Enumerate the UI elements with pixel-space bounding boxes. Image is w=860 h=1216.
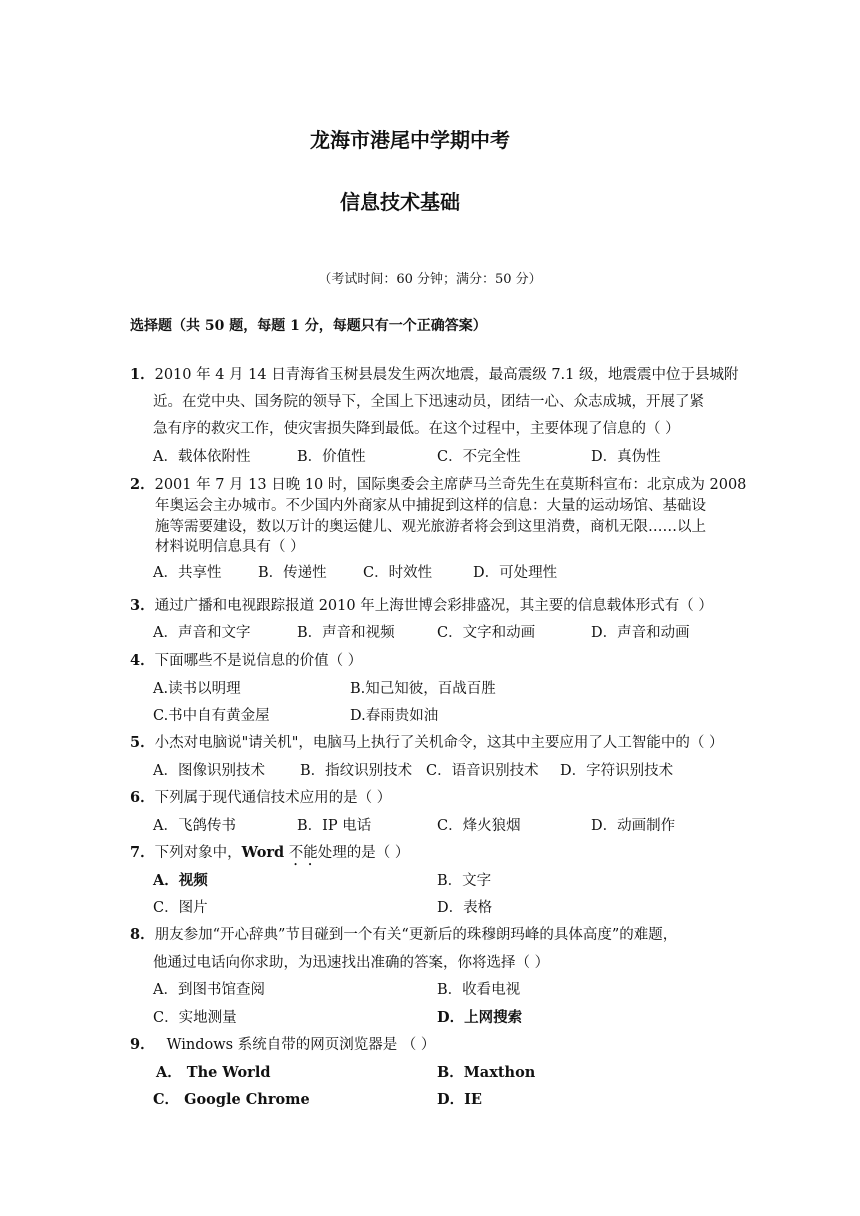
document-subtitle: 信息技术基础 <box>340 190 460 214</box>
question-number: 5． <box>130 734 155 751</box>
option-c: C．语音识别技术 <box>426 763 539 779</box>
option-d: D．动画制作 <box>591 818 676 834</box>
question-text: 2001 年 7 月 13 日晚 10 时，国际奥委会主席萨马兰奇先生在莫斯科宣布：北京成为 2008 <box>154 477 747 493</box>
option-a: A．声音和文字 <box>153 625 251 641</box>
option-c: C．不完全性 <box>437 449 521 465</box>
option-b: B.知己知彼，百战百胜 <box>350 681 496 697</box>
section-heading: 选择题（共 50 题，每题 1 分，每题只有一个正确答案） <box>130 318 487 334</box>
option-d: D．真伪性 <box>591 449 661 465</box>
question-text: 施等需要建设，数以万计的奥运健儿、观光旅游者将会到这里消费，商机无限……以上 <box>155 519 706 535</box>
option-d: D．表格 <box>437 900 493 916</box>
question-text: 下列对象中， <box>154 845 242 861</box>
option-c: C．图片 <box>153 900 208 916</box>
question-text: 处理的是（ ） <box>317 845 410 861</box>
option-d: D．字符识别技术 <box>560 763 674 779</box>
option-a: A． The World <box>156 1064 271 1081</box>
option-a: A．载体依附性 <box>153 449 251 465</box>
question-text: 通过广播和电视跟踪报道 2010 年上海世博会彩排盛况，其主要的信息载体形式有（ ） <box>154 598 713 614</box>
option-b: B．IP 电话 <box>297 818 372 834</box>
question-text: 他通过电话向你求助，为迅速找出准确的答案，你将选择（ ） <box>153 955 550 971</box>
option-b: B．声音和视频 <box>297 625 395 641</box>
question-text: 朋友参加“开心辞典”节目碰到一个有关“更新后的珠穆朗玛峰的具体高度”的难题， <box>154 927 678 943</box>
option-c: C． Google Chrome <box>153 1091 310 1108</box>
question-number: 3． <box>130 597 155 614</box>
question-number: 1． <box>130 366 155 383</box>
question-number: 7． <box>130 844 155 861</box>
question-text: 近。在党中央、国务院的领导下，全国上下迅速动员，团结一心、众志成城，开展了紧 <box>153 394 704 410</box>
option-a: A．图像识别技术 <box>153 763 265 779</box>
option-d: D．上网搜索 <box>437 1009 523 1026</box>
option-c: C．烽火狼烟 <box>437 818 521 834</box>
option-c: C.书中自有黄金屋 <box>153 708 270 724</box>
document-title: 龙海市港尾中学期中考 <box>310 128 510 152</box>
word-app-name: Word <box>241 844 285 861</box>
option-a: A.读书以明理 <box>153 681 241 697</box>
question-text: 小杰对电脑说"请关机"，电脑马上执行了关机命令，这其中主要应用了人工智能中的（ ） <box>154 735 724 751</box>
option-d: D．IE <box>437 1091 482 1108</box>
option-a: A．视频 <box>153 872 208 889</box>
question-text: Windows 系统自带的网页浏览器是 （ ） <box>166 1037 436 1053</box>
question-text: 年奥运会主办城市。不少国内外商家从中捕捉到这样的信息：大量的运动场馆、基础设 <box>155 498 706 514</box>
question-text: 2010 年 4 月 14 日青海省玉树县晨发生两次地震，最高震级 7.1 级，地震震中位于县城附 <box>154 367 739 383</box>
option-d: D．可处理性 <box>473 565 558 581</box>
question-number: 9． <box>130 1036 155 1053</box>
option-d: D．声音和动画 <box>591 625 690 641</box>
option-a: A．到图书馆查阅 <box>153 982 265 998</box>
question-text: 下列属于现代通信技术应用的是（ ） <box>154 790 392 806</box>
option-a: A．飞鸽传书 <box>153 818 236 834</box>
question-text: 下面哪些不是说信息的价值（ ） <box>154 653 363 669</box>
option-b: B．价值性 <box>297 449 366 465</box>
emphasized-text: 不能 <box>288 845 318 861</box>
exam-info: （考试时间：60 分钟；满分：50 分） <box>318 272 542 287</box>
option-b: B．文字 <box>437 873 492 889</box>
option-d: D.春雨贵如油 <box>350 708 439 724</box>
option-c: C．实地测量 <box>153 1010 237 1026</box>
option-b: B．传递性 <box>258 565 327 581</box>
option-a: A．共享性 <box>153 565 222 581</box>
option-b: B．Maxthon <box>437 1064 536 1081</box>
option-c: C．时效性 <box>363 565 433 581</box>
question-text: 急有序的救灾工作，使灾害损失降到最低。在这个过程中，主要体现了信息的（ ） <box>153 421 680 437</box>
question-number: 4． <box>130 652 155 669</box>
question-number: 6． <box>130 789 155 806</box>
option-c: C．文字和动画 <box>437 625 536 641</box>
question-number: 2． <box>130 476 155 493</box>
question-number: 8． <box>130 926 155 943</box>
question-text: 材料说明信息具有（ ） <box>155 539 305 555</box>
option-b: B．指纹识别技术 <box>300 763 413 779</box>
option-b: B．收看电视 <box>437 982 521 998</box>
